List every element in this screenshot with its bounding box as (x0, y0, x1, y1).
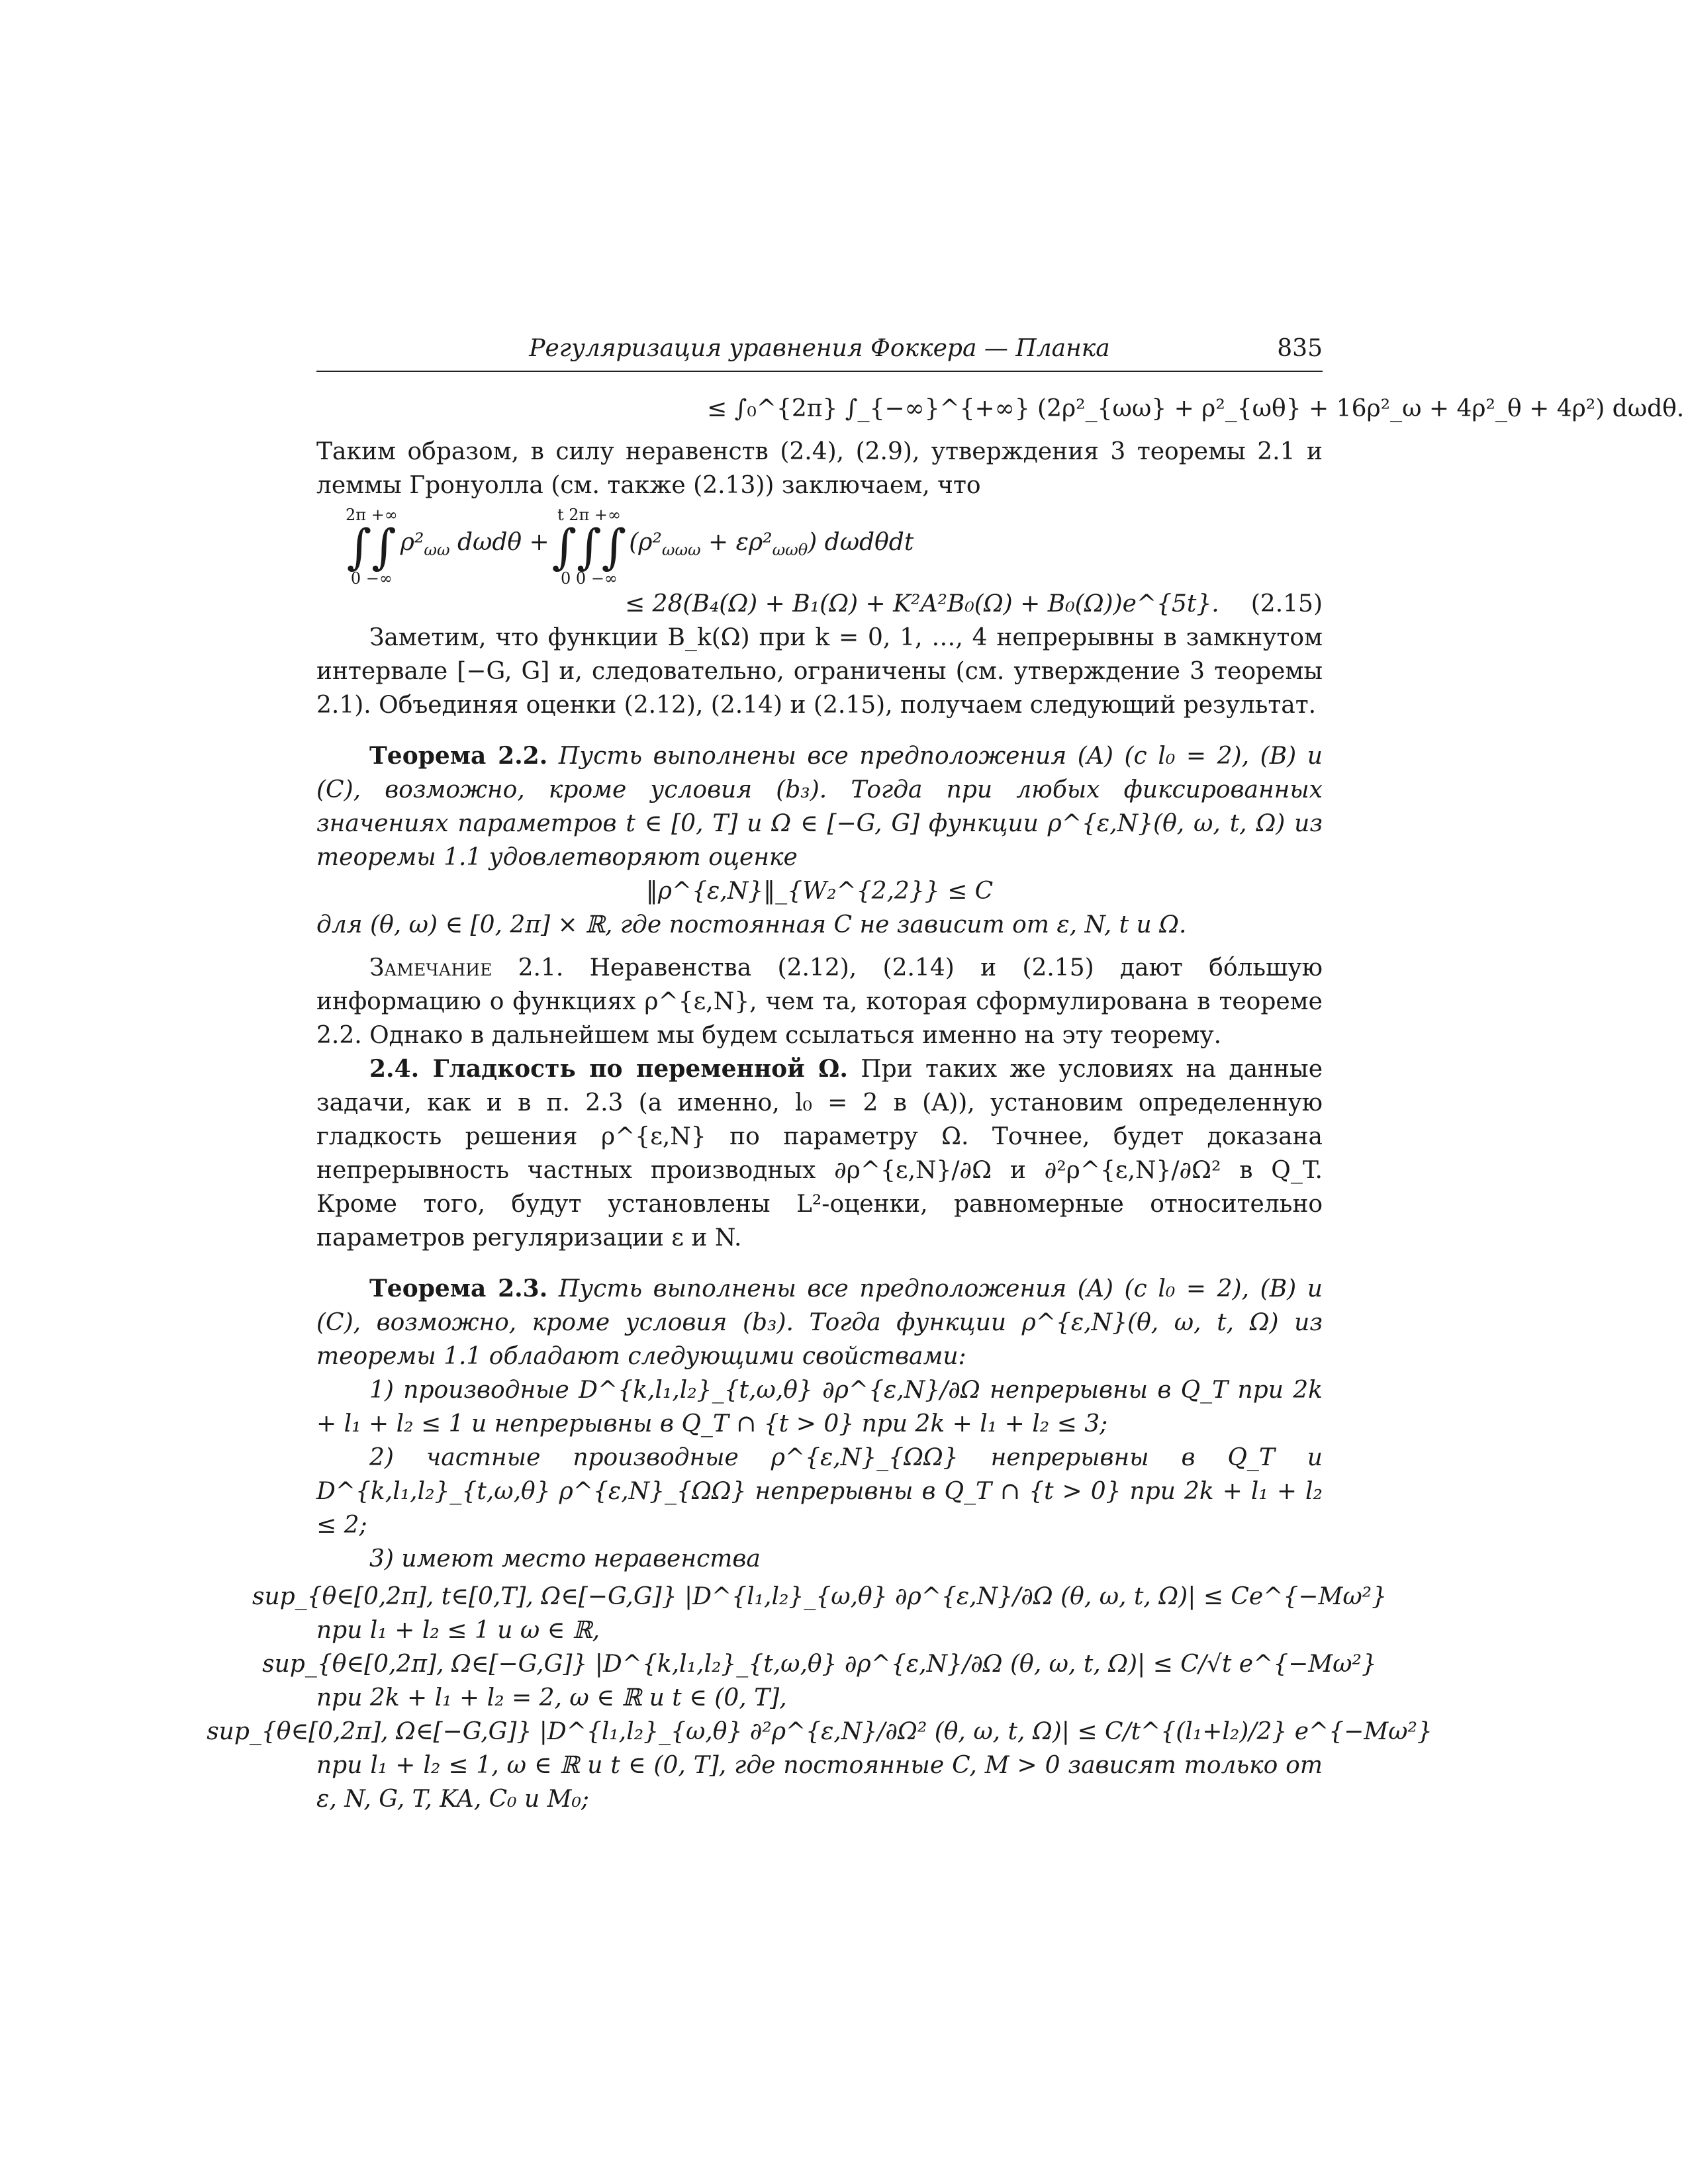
integral-sign: t 2π +∞ ∫∫∫ 0 0 −∞ (551, 506, 627, 588)
equation-2-15-rhs: ≤ 28(B₄(Ω) + B₁(Ω) + K²A²B₀(Ω) + B₀(Ω))e^{5t}. (624, 590, 1219, 617)
theorem-item-1: 1) производные D^{k,l₁,l₂}_{t,ω,θ} ∂ρ^{ε,N}/∂Ω непрерывны в Q_T при 2k + l₁ + l₂ ≤ 1 и непрерывны в Q_T ∩ {t > 0} при 2k + l₁ + l₂ ≤ 3; (316, 1377, 1323, 1437)
theorem-2-2-equation (316, 874, 1323, 908)
theorem-label: Теорема 2.3. (369, 1275, 548, 1302)
paragraph-2: Заметим, что функции B_k(Ω) при k = 0, 1, …, 4 непрерывны в замкнутом интервале [−G, G] и, следовательно, ограничены (см. утверждение 3 теоремы 2.1). Объединяя оценки (2.12), (2.14) и (2.15), получаем следующий результат. (316, 624, 1323, 719)
theorem-text: Пусть выполнены все предположения (A) (с l₀ = 2), (B) и (C), возможно, кроме условия (b₃). Тогда при любых фиксированных значениях параметров t ∈ [0, T] и Ω ∈ [−G, G] функции ρ^{ε,N}(θ, ω, t, Ω) из теоремы 1.1 удовлетворяют оценке (316, 743, 1323, 871)
page-number: 835 (1277, 335, 1323, 362)
inequality-text: sup_{θ∈[0,2π], Ω∈[−G,G]} |D^{k,l₁,l₂}_{t,ω,θ} ∂ρ^{ε,N}/∂Ω (θ, ω, t, Ω)| ≤ C/√t e^{−Mω²} (262, 1651, 1377, 1678)
theorem-item-3: 3) имеют место неравенства (369, 1545, 761, 1572)
theorem-text: Пусть выполнены все предположения (A) (с l₀ = 2), (B) и (C), возможно, кроме условия (b₃). Тогда функции ρ^{ε,N}(θ, ω, t, Ω) из теоремы 1.1 обладают следующими свойствами: (316, 1275, 1323, 1370)
equation-2-15-lhs: 2π +∞ ∫∫ 0 −∞ $\rho^2_{\omega\omega}$ dωdθ + t 2π +∞ ∫∫∫ 0 0 −∞ $(\rho^2_{\omega\omega\omega} + \varepsilon\rho^2_{\omega\omega\theta})$ dωdθdt (346, 506, 914, 588)
section-text: При таких же условиях на данные задачи, как и в п. 2.3 (а именно, l₀ = 2 в (A)), установим определенную гладкость решения ρ^{ε,N} по параметру Ω. Точнее, будет доказана непрерывность частных производных ∂ρ^{ε,N}/∂Ω и ∂²ρ^{ε,N}/∂Ω² в Q_T. Кроме того, будут установлены L²-оценки, равномерные относительно параметров регуляризации ε и N. (316, 1056, 1323, 1251)
norm-estimate: ‖ρ^{ε,N}‖_{W₂^{2,2}} ≤ C (645, 878, 994, 905)
integral-sign: 2π +∞ ∫∫ 0 −∞ (346, 506, 398, 588)
equation-label: (2.15) (1250, 590, 1323, 617)
running-header (316, 331, 1323, 372)
page-body (207, 392, 1685, 1816)
paragraph-1: Таким образом, в силу неравенств (2.4), (2.9), утверждения 3 теоремы 2.1 и леммы Гронуолла (см. также (2.13)) заключаем, что (316, 438, 1323, 499)
section-heading: 2.4. Гладкость по переменной Ω. (369, 1055, 848, 1083)
theorem-2-3 (316, 1272, 1323, 1373)
equation-2-15 (316, 587, 1323, 621)
theorem-2-2-tail: для (θ, ω) ∈ [0, 2π] × ℝ, где постоянная C не зависит от ε, N, t и Ω. (316, 911, 1187, 938)
running-title: Регуляризация уравнения Фоккера — Планка (529, 335, 1110, 362)
section-2-4 (316, 1052, 1323, 1255)
remark-text: Неравенства (2.12), (2.14) и (2.15) дают бо́льшую информацию о функциях ρ^{ε,N}, чем та, которая сформулирована в теореме 2.2. Однако в дальнейшем мы будем ссылаться именно на эту теорему. (316, 954, 1323, 1049)
remark-2-1 (316, 951, 1323, 1052)
inequality-2-condition: при 2k + l₁ + l₂ = 2, ω ∈ ℝ и t ∈ (0, T], (316, 1684, 787, 1711)
equation-text: ≤ ∫₀^{2π} ∫_{−∞}^{+∞} (2ρ²_{ωω} + ρ²_{ωθ} + 16ρ²_ω + 4ρ²_θ + 4ρ²) dωdθ. (707, 395, 1685, 422)
theorem-item-2: 2) частные производные ρ^{ε,N}_{ΩΩ} непрерывны в Q_T и D^{k,l₁,l₂}_{t,ω,θ} ρ^{ε,N}_{ΩΩ} непрерывны в Q_T ∩ {t > 0} при 2k + l₁ + l₂ ≤ 2; (316, 1444, 1323, 1539)
inequality-text: sup_{θ∈[0,2π], Ω∈[−G,G]} |D^{l₁,l₂}_{ω,θ} ∂²ρ^{ε,N}/∂Ω² (θ, ω, t, Ω)| ≤ C/t^{(l₁+l₂)/2} e^{−Mω²} (207, 1718, 1432, 1745)
inequality-1 (252, 1580, 1387, 1614)
inequality-text: sup_{θ∈[0,2π], t∈[0,T], Ω∈[−G,G]} |D^{l₁,l₂}_{ω,θ} ∂ρ^{ε,N}/∂Ω (θ, ω, t, Ω)| ≤ Ce^{−Mω²} (252, 1583, 1387, 1610)
inequality-2 (262, 1647, 1377, 1681)
inequality-3-condition: при l₁ + l₂ ≤ 1, ω ∈ ℝ и t ∈ (0, T], где постоянные C, M > 0 зависят только от ε, N, G, T, KA, C₀ и M₀; (316, 1752, 1323, 1813)
equation-continuation (707, 392, 1685, 426)
theorem-label: Теорема 2.2. (369, 742, 548, 770)
remark-label: Замечание 2.1. (369, 954, 564, 981)
theorem-2-2 (316, 739, 1323, 874)
inequality-3 (207, 1715, 1432, 1749)
inequality-1-condition: при l₁ + l₂ ≤ 1 и ω ∈ ℝ, (316, 1617, 600, 1644)
